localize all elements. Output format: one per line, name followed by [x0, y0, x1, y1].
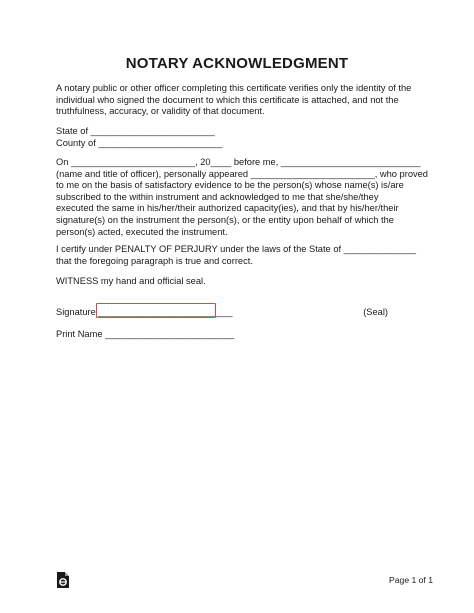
intro-line: individual who signed the document to which this certificate is attached, and not the — [56, 94, 399, 105]
eforms-logo-icon — [56, 572, 70, 588]
signature-field[interactable] — [96, 303, 216, 318]
certify-line: that the foregoing paragraph is true and correct. — [56, 255, 253, 266]
acknowledgment-line: signature(s) on the instrument the person(s), or the entity upon behalf of which the — [56, 214, 394, 225]
county-field[interactable]: County of ________________________ — [56, 137, 223, 148]
venue-block — [56, 126, 418, 149]
acknowledgment-line: subscribed to the within instrument and acknowledged to me that she/she/they — [56, 191, 379, 202]
acknowledgment-paragraph — [56, 157, 428, 238]
certify-line[interactable]: I certify under PENALTY OF PERJURY under the laws of the State of ______________ — [56, 244, 417, 254]
intro-line: truthfulness, accuracy, or validity of that document. — [56, 106, 265, 117]
intro-line: A notary public or other officer completing this certificate verifies only the identity of the — [56, 83, 412, 93]
page-number: Page 1 of 1 — [389, 575, 433, 585]
signature-line: __________________________ — [98, 307, 233, 317]
state-field[interactable]: State of ________________________ — [56, 126, 215, 136]
acknowledgment-line[interactable]: (name and title of officer), personally appeared ________________________, who proved — [56, 168, 428, 179]
certify-paragraph — [56, 244, 418, 267]
acknowledgment-line: executed the same in his/her/their authorized capacity(ies), and that by his/her/their — [56, 203, 399, 214]
witness-line: WITNESS my hand and official seal. — [56, 276, 206, 286]
page-title: NOTARY ACKNOWLEDGMENT — [125, 55, 349, 72]
acknowledgment-line: to me on the basis of satisfactory evidence to be the person(s) whose name(s) is/are — [56, 180, 404, 191]
seal-label: (Seal) — [363, 307, 388, 317]
intro-paragraph — [56, 83, 418, 118]
print-name-field[interactable]: Print Name _________________________ — [56, 329, 235, 339]
signature-label: Signature — [56, 307, 96, 317]
witness-statement — [56, 276, 418, 288]
acknowledgment-line: person(s) acted, executed the instrument. — [56, 226, 228, 237]
acknowledgment-line[interactable]: On ________________________, 20____ before me, ___________________________ — [56, 157, 421, 167]
